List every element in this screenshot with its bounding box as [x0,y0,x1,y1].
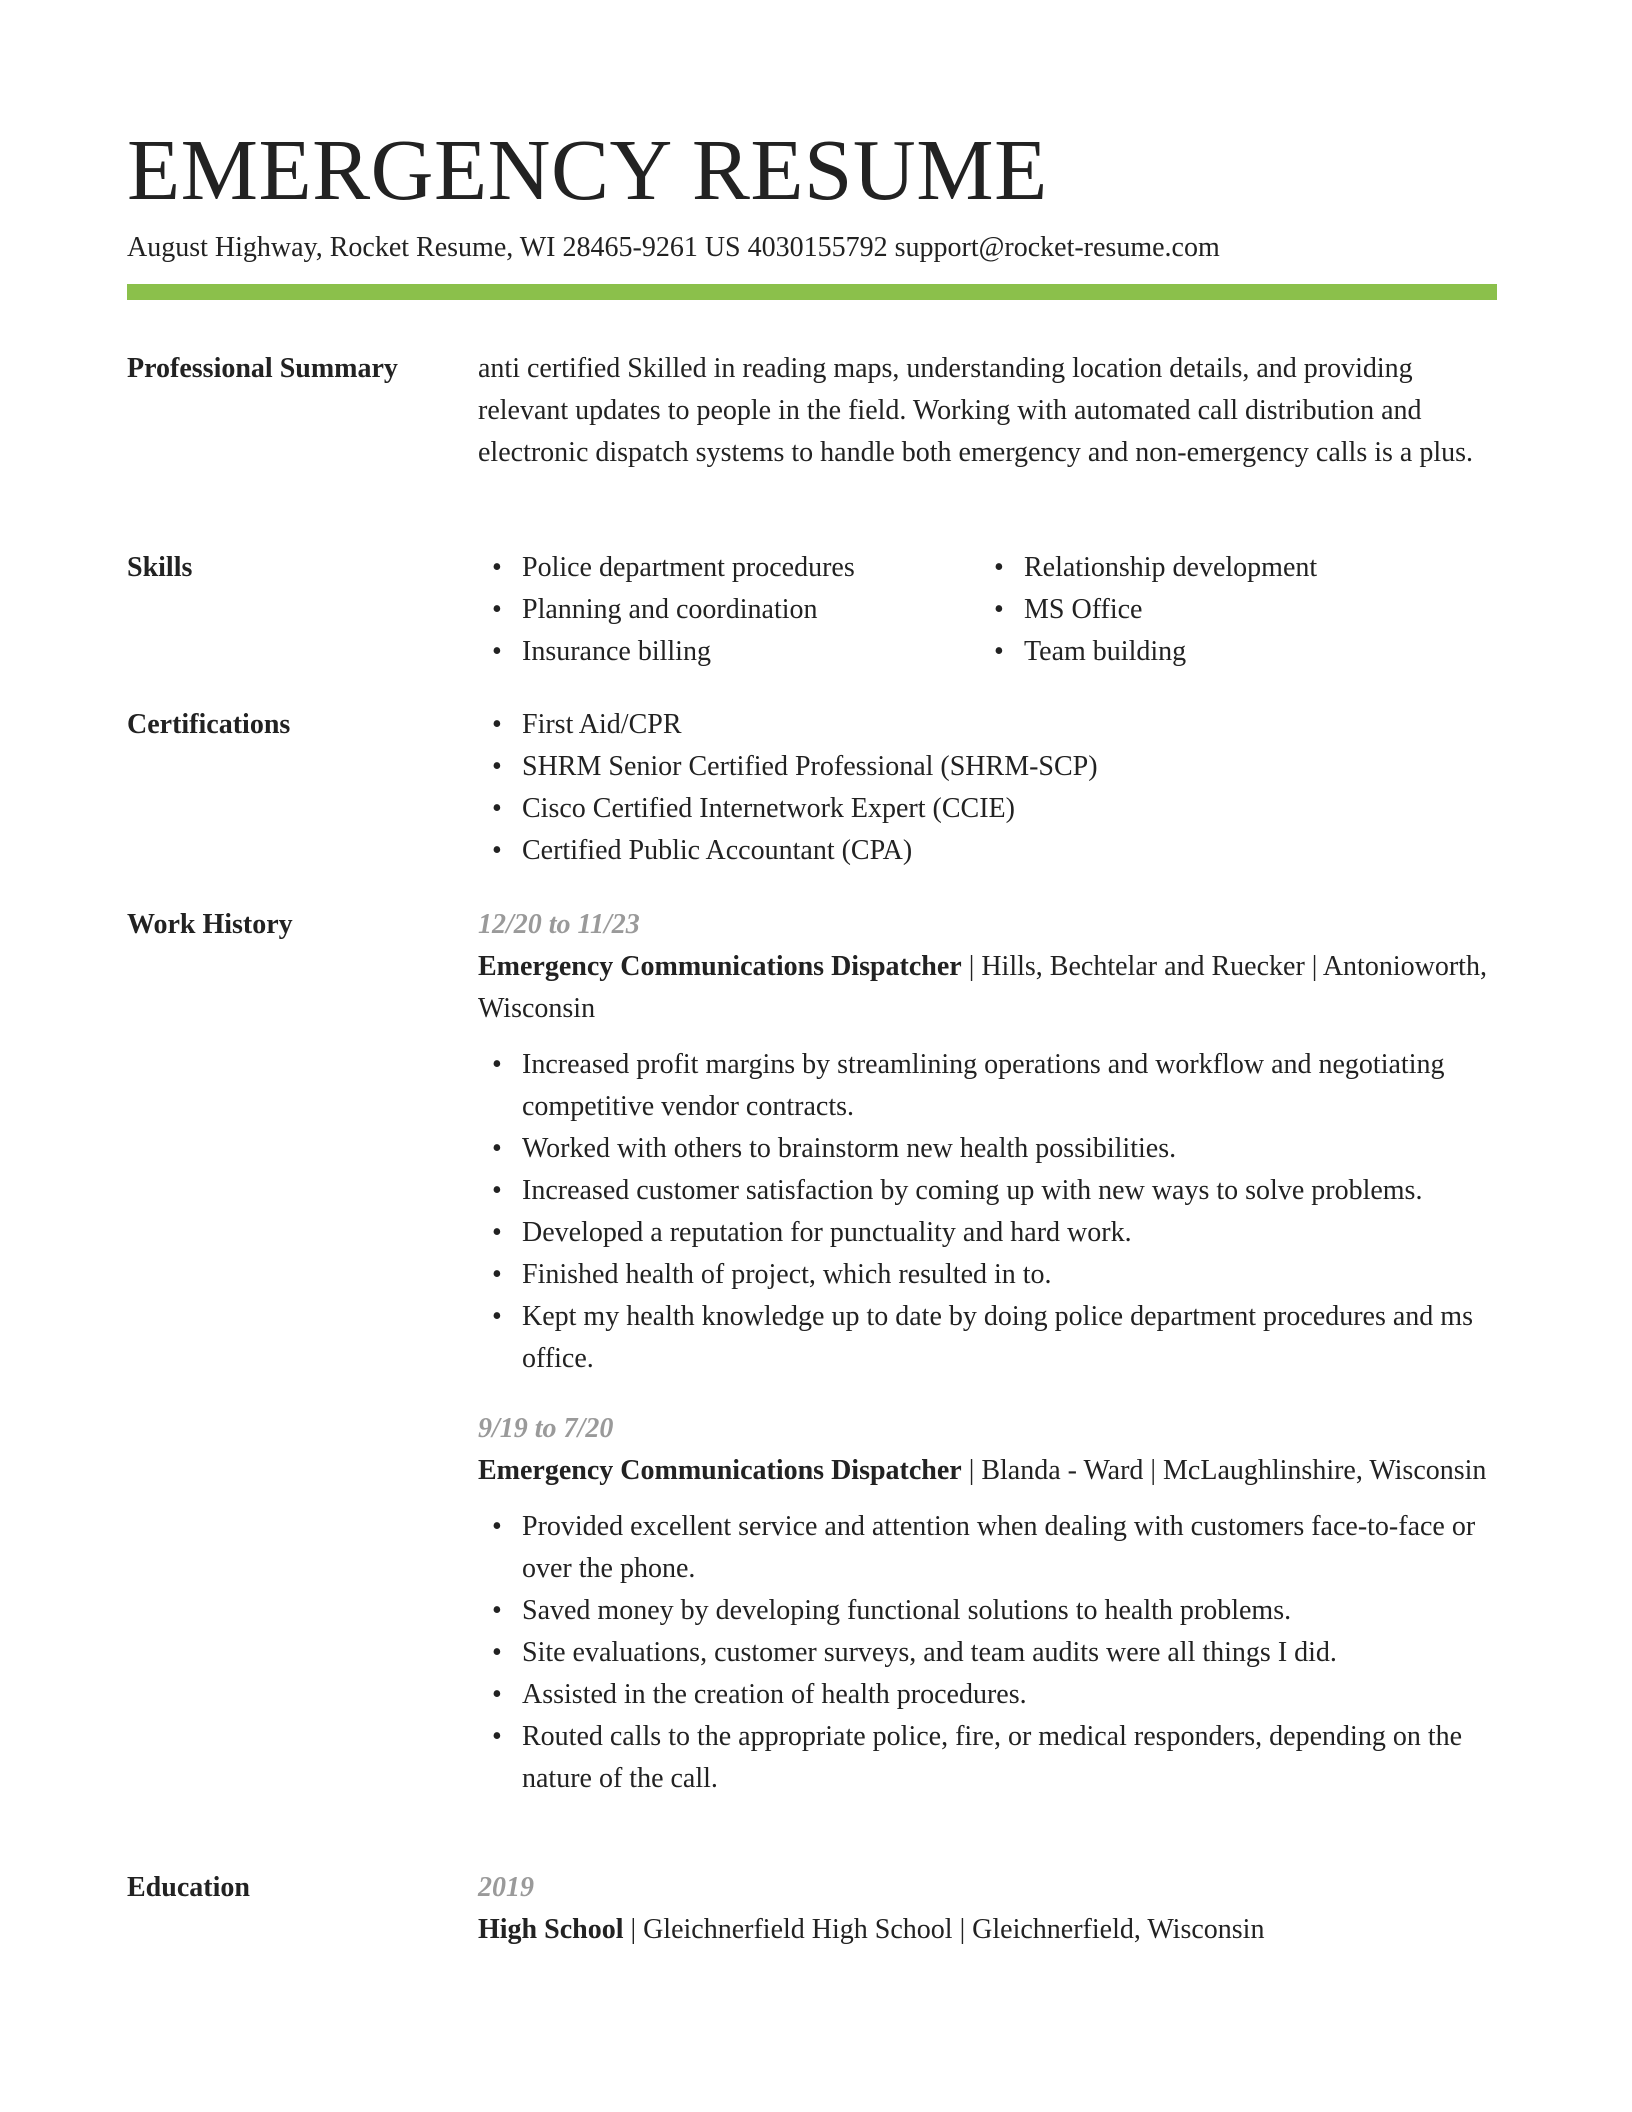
duty-item: • Developed a reputation for punctuality and hard work. [492,1217,1132,1248]
skills-body [478,547,1497,673]
skill-item: • Relationship development [994,552,1318,583]
duty-item: • Provided excellent service and attention when dealing with customers face-to-face or over the phone. [492,1511,1476,1584]
job-details: | Blanda - Ward | McLaughlinshire, Wisconsin [961,1455,1487,1486]
contact-email: support@rocket-resume.com [894,232,1220,263]
duty-item: • Assisted in the creation of health procedures. [492,1679,1027,1710]
header-divider [127,284,1497,300]
summary-text: anti certified Skilled in reading maps, understanding location details, and providing relevant updates to people in the field. Working with automated call distribution and electronic dispatch systems to handle both emergency and non-emergency calls is a plus. [478,353,1474,468]
certifications-body [478,704,1497,872]
certification-item: • SHRM Senior Certified Professional (SHRM-SCP) [492,751,1098,782]
education-body [478,1867,1497,1951]
skill-item: • MS Office [994,594,1143,625]
duty-item: • Increased profit margins by streamlining operations and workflow and negotiating competitive vendor contracts. [492,1049,1445,1122]
education-heading: Education [127,1872,250,1903]
education-year: 2019 [478,1872,534,1903]
duty-item: • Finished health of project, which resulted in to. [492,1259,1052,1290]
job-entry [478,1408,1497,1800]
certification-item: • Certified Public Accountant (CPA) [492,835,913,866]
skills-column-1 [478,547,980,673]
job-duties [478,1506,1497,1800]
contact-address: August Highway, Rocket Resume, WI 28465-9261 US [127,232,741,263]
summary-heading: Professional Summary [127,353,398,384]
duty-item: • Saved money by developing functional solutions to health problems. [492,1595,1292,1626]
certification-item: • Cisco Certified Internetwork Expert (CCIE) [492,793,1015,824]
skills-heading: Skills [127,552,193,583]
education-degree: High School [478,1914,624,1945]
skill-item: • Insurance billing [492,636,711,667]
job-duties [478,1044,1497,1380]
resume-title: EMERGENCY RESUME [127,121,1048,218]
work-history-heading: Work History [127,909,293,940]
skill-item: • Police department procedures [492,552,855,583]
duty-item: • Kept my health knowledge up to date by doing police department procedures and ms office. [492,1301,1473,1374]
work-history-body [478,904,1497,1800]
skills-column-2 [980,547,1482,673]
summary-body [478,348,1497,474]
job-dates: 9/19 to 7/20 [478,1413,614,1444]
skill-item: • Planning and coordination [492,594,818,625]
job-title: Emergency Communications Dispatcher [478,951,962,982]
education-details: | Gleichnerfield High School | Gleichnerfield, Wisconsin [623,1914,1265,1945]
duty-item: • Routed calls to the appropriate police, fire, or medical responders, depending on the nature of the call. [492,1721,1463,1794]
certifications-list [478,704,1497,872]
certification-item: • First Aid/CPR [492,709,682,740]
duty-item: • Worked with others to brainstorm new health possibilities. [492,1133,1177,1164]
duty-item: • Increased customer satisfaction by coming up with new ways to solve problems. [492,1175,1423,1206]
job-heading [478,946,1497,1030]
certifications-heading: Certifications [127,709,291,740]
contact-phone: 4030155792 [747,232,888,263]
duty-item: • Site evaluations, customer surveys, and team audits were all things I did. [492,1637,1337,1668]
job-dates: 12/20 to 11/23 [478,909,640,940]
job-entry [478,904,1497,1380]
contact-line [127,230,1220,266]
education-heading-line [478,1909,1497,1951]
job-details: | Hills, Bechtelar and Ruecker | Antonioworth, Wisconsin [478,951,1487,1024]
job-heading [478,1450,1497,1492]
job-title: Emergency Communications Dispatcher [478,1455,962,1486]
skill-item: • Team building [994,636,1187,667]
skills-grid [478,547,1497,673]
